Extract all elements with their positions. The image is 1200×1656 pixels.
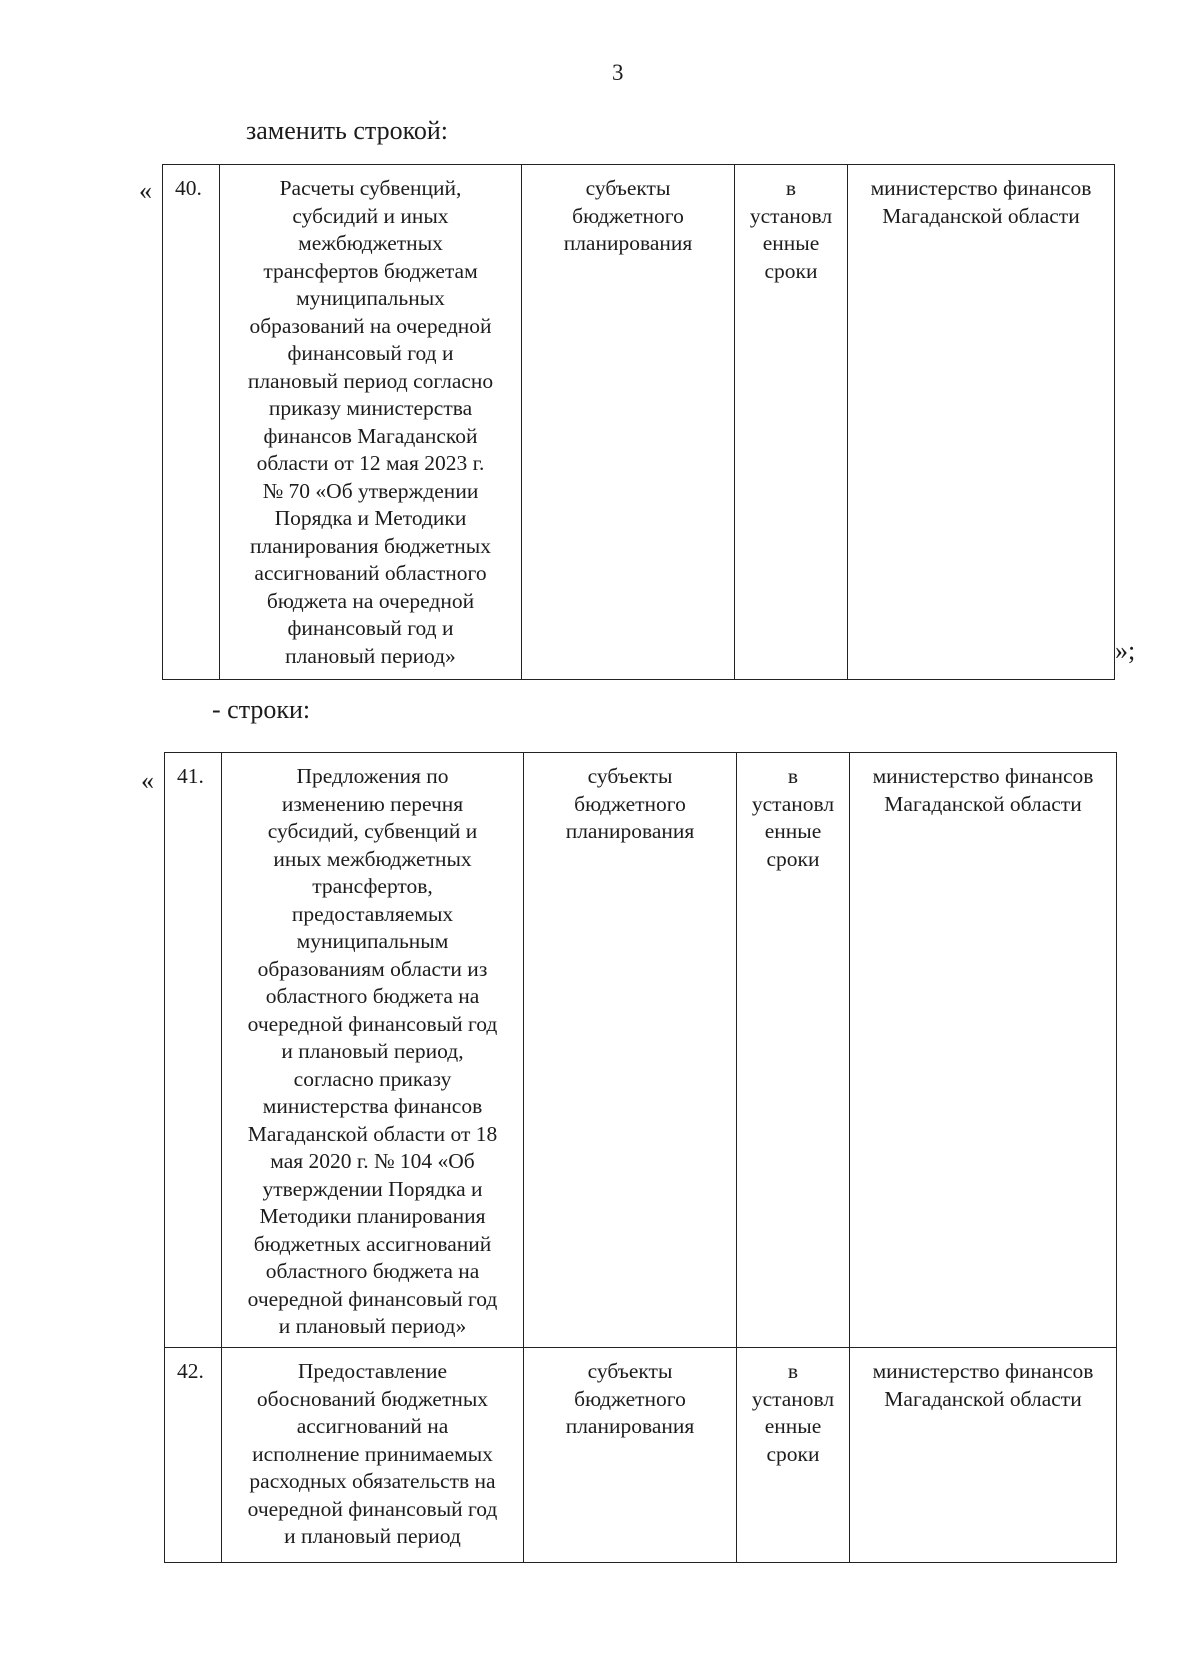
replacement-row-table	[162, 164, 1115, 680]
row-executor: субъекты бюджетного планирования	[524, 753, 737, 1348]
row-description: Предложения по изменению перечня субсидий, субвенций и иных межбюджетных трансфертов, предоставляемых муниципальным образованиям области из областного бюджета на очередной финансовый год и плановый период, согласно приказу министерства финансов Магаданской области от 18 мая 2020 г. № 104 «Об утверждении Порядка и Методики планирования бюджетных ассигнований областного бюджета на очередной финансовый год и плановый период»	[222, 753, 524, 1348]
row-executor: субъекты бюджетного планирования	[524, 1348, 737, 1563]
row-description: Предоставление обоснований бюджетных ассигнований на исполнение принимаемых расходных обязательств на очередной финансовый год и плановый период	[222, 1348, 524, 1563]
row-description: Расчеты субвенций, субсидий и иных межбюджетных трансфертов бюджетам муниципальных образований на очередной финансовый год и плановый период согласно приказу министерства финансов Магаданской области от 12 мая 2023 г. № 70 «Об утверждении Порядка и Методики планирования бюджетных ассигнований областного бюджета на очередной финансовый год и плановый период»	[220, 165, 522, 680]
row-number: 42.	[165, 1348, 222, 1563]
row-number: 41.	[165, 753, 222, 1348]
intro-replace-text: заменить строкой:	[246, 116, 449, 145]
row-recipient: министерство финансов Магаданской области	[850, 753, 1117, 1348]
closing-quote: »;	[1115, 636, 1136, 665]
table-row	[165, 753, 1117, 1348]
row-deadline: в установл енные сроки	[735, 165, 848, 680]
opening-quote: «	[139, 176, 152, 205]
opening-quote: «	[141, 766, 154, 795]
row-deadline: в установл енные сроки	[737, 1348, 850, 1563]
rows-table	[164, 752, 1117, 1563]
row-deadline: в установл енные сроки	[737, 753, 850, 1348]
row-recipient: министерство финансов Магаданской области	[848, 165, 1115, 680]
table-row	[165, 1348, 1117, 1563]
row-number: 40.	[163, 165, 220, 680]
intro-rows-text: - строки:	[212, 695, 311, 724]
row-executor: субъекты бюджетного планирования	[522, 165, 735, 680]
row-recipient: министерство финансов Магаданской области	[850, 1348, 1117, 1563]
page-number: 3	[612, 60, 624, 85]
table-row	[163, 165, 1115, 680]
